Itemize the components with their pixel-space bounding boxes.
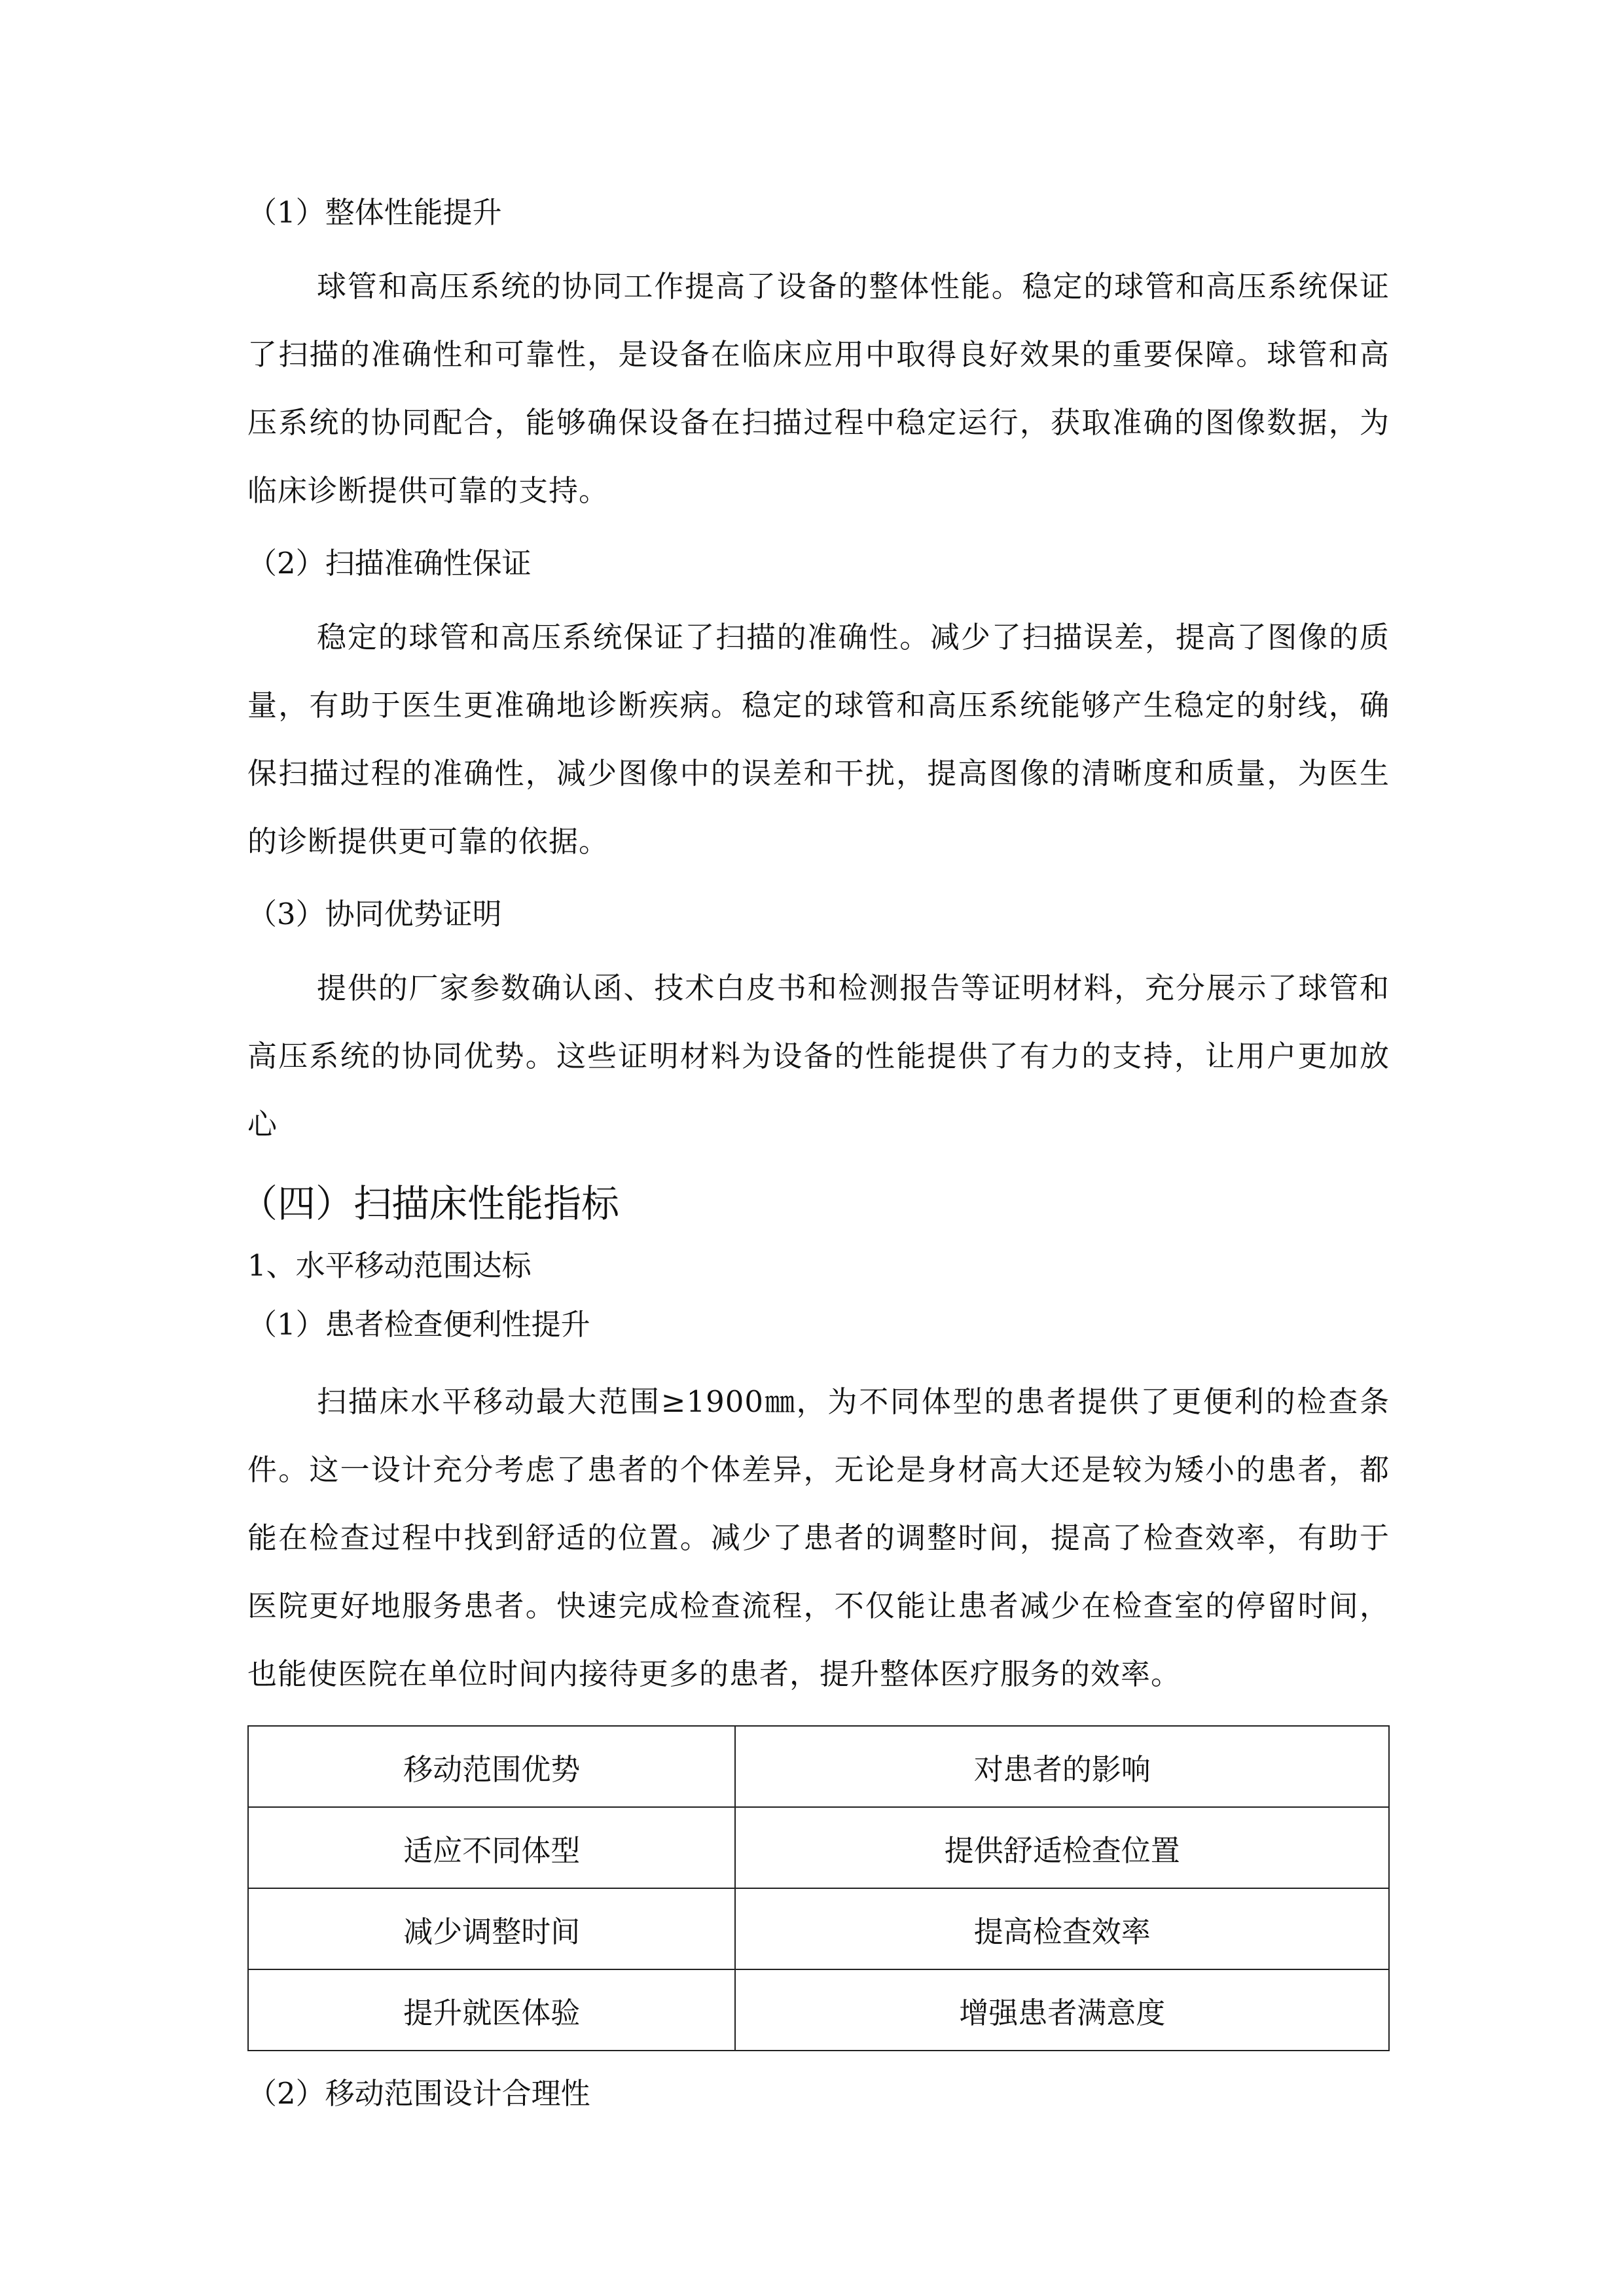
table-header-row xyxy=(248,1726,1389,1807)
item-heading: 1、水平移动范围达标 xyxy=(247,1248,532,1283)
table-row xyxy=(248,1807,1389,1888)
paragraph-synergy-proof: 提供的厂家参数确认函、技术白皮书和检测报告等证明材料，充分展示了球管和高压系统的协同优势。这些证明材料为设备的性能提供了有力的支持，让用户更加放心 xyxy=(247,971,1390,1141)
table-header-cell: 对患者的影响 xyxy=(735,1726,1389,1807)
chapter-title: （四）扫描床性能指标 xyxy=(240,1181,620,1226)
paragraph-patient-convenience: 扫描床水平移动最大范围≥1900㎜，为不同体型的患者提供了更便利的检查条件。这一设计充分考虑了患者的个体差异，无论是身材高大还是较为矮小的患者，都能在检查过程中找到舒适的位置。减少了患者的调整时间，提高了检查效率，有助于医院更好地服务患者。快速完成检查流程，不仅能让患者减少在检查室的停留时间，也能使医院在单位时间内接待更多的患者，提升整体医疗服务的效率。 xyxy=(247,1384,1390,1691)
table-cell: 增强患者满意度 xyxy=(735,1969,1389,2051)
page-content xyxy=(240,190,1390,2117)
table-cell: 提高检查效率 xyxy=(735,1888,1389,1969)
subheading-patient-convenience: （1）患者检查便利性提升 xyxy=(247,1307,590,1342)
paragraph-scan-accuracy: 稳定的球管和高压系统保证了扫描的准确性。减少了扫描误差，提高了图像的质量，有助于医生更准确地诊断疾病。稳定的球管和高压系统能够产生稳定的射线，确保扫描过程的准确性，减少图像中的误差和干扰，提高图像的清晰度和质量，为医生的诊断提供更可靠的依据。 xyxy=(247,620,1390,859)
subheading-range-design: （2）移动范围设计合理性 xyxy=(247,2076,590,2111)
movement-range-table xyxy=(247,1725,1390,2051)
table-cell: 提供舒适检查位置 xyxy=(735,1807,1389,1888)
table-cell: 减少调整时间 xyxy=(248,1888,735,1969)
table-cell: 提升就医体验 xyxy=(248,1969,735,2051)
table-header-cell: 移动范围优势 xyxy=(248,1726,735,1807)
table-row xyxy=(248,1969,1389,2051)
subheading-overall-performance: （1）整体性能提升 xyxy=(247,195,502,230)
paragraph-overall-performance: 球管和高压系统的协同工作提高了设备的整体性能。稳定的球管和高压系统保证了扫描的准确性和可靠性，是设备在临床应用中取得良好效果的重要保障。球管和高压系统的协同配合，能够确保设备在扫描过程中稳定运行，获取准确的图像数据，为临床诊断提供可靠的支持。 xyxy=(247,269,1390,508)
table-cell: 适应不同体型 xyxy=(248,1807,735,1888)
table-row xyxy=(248,1888,1389,1969)
subheading-synergy-proof: （3）协同优势证明 xyxy=(247,897,502,931)
subheading-scan-accuracy: （2）扫描准确性保证 xyxy=(247,546,532,581)
